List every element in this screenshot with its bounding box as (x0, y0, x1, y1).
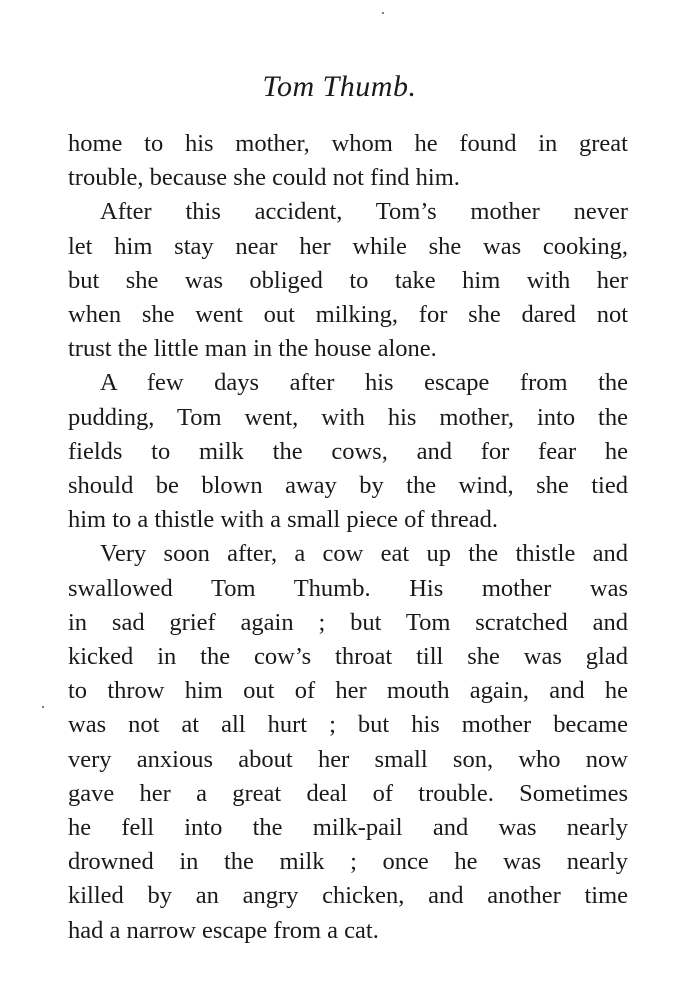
text-line: should be blown away by the wind, she tied (68, 472, 628, 500)
print-speck (42, 706, 44, 708)
text-line: After this accident, Tom’s mother never (100, 198, 628, 226)
text-line: trust the little man in the house alone. (68, 335, 437, 363)
page-title: Tom Thumb. (262, 70, 417, 103)
text-line: in sad grief again ; but Tom scratched and (68, 608, 628, 636)
text-line: fields to milk the cows, and for fear he (68, 437, 628, 465)
text-line: very anxious about her small son, who now (68, 745, 628, 773)
text-line: killed by an angry chicken, and another time (68, 882, 628, 910)
text-line: home to his mother, whom he found in great (68, 130, 628, 157)
print-speck (382, 12, 384, 14)
text-line: gave her a great deal of trouble. Sometimes (68, 779, 628, 807)
text-line: to throw him out of her mouth again, and he (68, 677, 628, 705)
text-line: had a narrow escape from a cat. (68, 916, 379, 944)
text-line: kicked in the cow’s throat till she was glad (68, 643, 628, 671)
text-line: he fell into the milk-pail and was nearly (68, 814, 628, 842)
body-text (68, 127, 628, 948)
text-line: trouble, because she could not find him. (68, 164, 460, 192)
text-line: swallowed Tom Thumb. His mother was (68, 574, 628, 602)
text-line: when she went out milking, for she dared not (68, 301, 628, 329)
text-line: him to a thistle with a small piece of thread. (68, 506, 498, 534)
text-line: A few days after his escape from the (100, 369, 628, 397)
text-line: let him stay near her while she was cooking, (68, 232, 628, 260)
text-line: drowned in the milk ; once he was nearly (68, 848, 628, 876)
text-line: but she was obliged to take him with her (68, 266, 628, 294)
text-line: Very soon after, a cow eat up the thistle and (100, 540, 628, 568)
text-line: was not at all hurt ; but his mother became (68, 711, 628, 739)
text-line: pudding, Tom went, with his mother, into the (68, 403, 628, 431)
